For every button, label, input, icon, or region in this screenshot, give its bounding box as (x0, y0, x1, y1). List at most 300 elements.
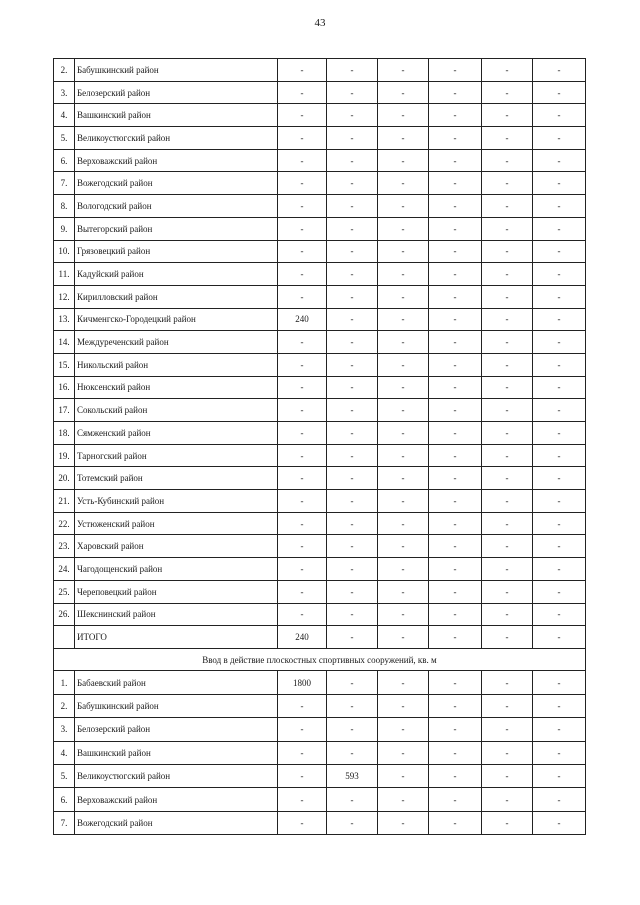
value-cell: - (278, 422, 327, 445)
row-number: 2. (54, 694, 75, 717)
value-cell: - (378, 127, 429, 150)
value-cell: - (429, 603, 482, 626)
value-cell: - (482, 671, 533, 694)
district-name: Харовский район (75, 535, 278, 558)
value-cell: - (278, 240, 327, 263)
value-cell: - (482, 788, 533, 811)
value-cell: - (378, 81, 429, 104)
table-row (54, 558, 586, 581)
table-row (54, 104, 586, 127)
section-header-row (54, 648, 586, 671)
value-cell: - (533, 764, 586, 787)
value-cell: - (327, 104, 378, 127)
value-cell: - (482, 512, 533, 535)
table-row (54, 331, 586, 354)
table-row (54, 490, 586, 513)
value-cell: - (327, 217, 378, 240)
value-cell: - (378, 580, 429, 603)
value-cell: - (429, 195, 482, 218)
value-cell: - (429, 788, 482, 811)
district-name: Сямженский район (75, 422, 278, 445)
row-number: 22. (54, 512, 75, 535)
district-name: Великоустюгский район (75, 127, 278, 150)
row-number: 2. (54, 59, 75, 82)
value-cell: - (429, 580, 482, 603)
value-cell: - (482, 285, 533, 308)
value-cell: - (533, 558, 586, 581)
value-cell: - (278, 399, 327, 422)
value-cell: - (533, 718, 586, 741)
value-cell: - (327, 81, 378, 104)
district-name: Великоустюгский район (75, 764, 278, 787)
value-cell: - (533, 331, 586, 354)
value-cell: 240 (278, 308, 327, 331)
value-cell: - (482, 195, 533, 218)
table-row (54, 127, 586, 150)
value-cell: - (533, 376, 586, 399)
value-cell: - (378, 467, 429, 490)
value-cell: - (533, 444, 586, 467)
value-cell: - (482, 694, 533, 717)
value-cell: - (278, 603, 327, 626)
value-cell: - (533, 580, 586, 603)
value-cell: - (327, 285, 378, 308)
row-number (54, 626, 75, 649)
value-cell: - (429, 512, 482, 535)
table-row (54, 694, 586, 717)
value-cell: - (278, 217, 327, 240)
value-cell: - (278, 59, 327, 82)
value-cell: - (482, 149, 533, 172)
value-cell: - (327, 422, 378, 445)
value-cell: - (327, 626, 378, 649)
table-body (54, 59, 586, 835)
district-name: Вашкинский район (75, 741, 278, 764)
value-cell: - (533, 149, 586, 172)
row-number: 6. (54, 149, 75, 172)
table-row (54, 580, 586, 603)
value-cell: - (533, 172, 586, 195)
value-cell: - (429, 718, 482, 741)
value-cell: - (533, 671, 586, 694)
value-cell: - (482, 444, 533, 467)
value-cell: - (429, 399, 482, 422)
table-row (54, 195, 586, 218)
value-cell: - (327, 353, 378, 376)
table-row (54, 285, 586, 308)
table-row (54, 718, 586, 741)
value-cell: - (533, 603, 586, 626)
value-cell: - (378, 741, 429, 764)
district-name: Тарногский район (75, 444, 278, 467)
row-number: 8. (54, 195, 75, 218)
value-cell: - (429, 59, 482, 82)
value-cell: - (327, 694, 378, 717)
value-cell: - (378, 217, 429, 240)
value-cell: - (327, 331, 378, 354)
value-cell: - (482, 263, 533, 286)
value-cell: - (378, 331, 429, 354)
value-cell: - (378, 490, 429, 513)
district-table (53, 58, 586, 835)
value-cell: - (327, 263, 378, 286)
district-name: Верховажский район (75, 788, 278, 811)
table-row (54, 811, 586, 834)
row-number: 17. (54, 399, 75, 422)
value-cell: - (327, 195, 378, 218)
value-cell: - (327, 490, 378, 513)
value-cell: - (278, 580, 327, 603)
value-cell: - (378, 788, 429, 811)
value-cell: - (533, 127, 586, 150)
value-cell: - (378, 399, 429, 422)
value-cell: - (429, 741, 482, 764)
value-cell: - (429, 353, 482, 376)
value-cell: - (378, 104, 429, 127)
value-cell: - (429, 331, 482, 354)
row-number: 1. (54, 671, 75, 694)
value-cell: - (327, 603, 378, 626)
row-number: 11. (54, 263, 75, 286)
value-cell: - (278, 694, 327, 717)
row-number: 9. (54, 217, 75, 240)
value-cell: - (327, 444, 378, 467)
row-number: 19. (54, 444, 75, 467)
value-cell: - (378, 376, 429, 399)
value-cell: - (327, 127, 378, 150)
district-name: Белозерский район (75, 718, 278, 741)
value-cell: - (278, 764, 327, 787)
district-name: Междуреченский район (75, 331, 278, 354)
table-row (54, 467, 586, 490)
value-cell: - (327, 788, 378, 811)
district-name: Сокольский район (75, 399, 278, 422)
value-cell: - (327, 59, 378, 82)
district-name: Верховажский район (75, 149, 278, 172)
value-cell: - (378, 512, 429, 535)
value-cell: - (482, 399, 533, 422)
value-cell: - (533, 217, 586, 240)
row-number: 7. (54, 172, 75, 195)
value-cell: - (482, 217, 533, 240)
row-number: 18. (54, 422, 75, 445)
value-cell: - (278, 127, 327, 150)
value-cell: - (429, 422, 482, 445)
value-cell: - (533, 512, 586, 535)
value-cell: - (482, 104, 533, 127)
value-cell: - (429, 671, 482, 694)
value-cell: - (533, 104, 586, 127)
row-number: 3. (54, 81, 75, 104)
value-cell: - (327, 149, 378, 172)
value-cell: - (533, 535, 586, 558)
value-cell: - (378, 811, 429, 834)
value-cell: - (378, 535, 429, 558)
value-cell: - (482, 490, 533, 513)
table-row (54, 399, 586, 422)
district-name: ИТОГО (75, 626, 278, 649)
value-cell: - (533, 694, 586, 717)
value-cell: - (327, 580, 378, 603)
value-cell: - (378, 626, 429, 649)
district-name: Вологодский район (75, 195, 278, 218)
row-number: 5. (54, 764, 75, 787)
value-cell: - (429, 308, 482, 331)
value-cell: - (482, 535, 533, 558)
table-row (54, 81, 586, 104)
row-number: 23. (54, 535, 75, 558)
value-cell: - (429, 694, 482, 717)
value-cell: - (278, 172, 327, 195)
value-cell: - (533, 353, 586, 376)
value-cell: - (429, 263, 482, 286)
value-cell: - (429, 535, 482, 558)
value-cell: - (429, 172, 482, 195)
value-cell: - (482, 331, 533, 354)
value-cell: - (327, 718, 378, 741)
value-cell: - (429, 217, 482, 240)
value-cell: - (482, 240, 533, 263)
value-cell: 593 (327, 764, 378, 787)
value-cell: - (429, 444, 482, 467)
value-cell: - (378, 671, 429, 694)
value-cell: - (327, 240, 378, 263)
table-row (54, 444, 586, 467)
value-cell: - (327, 467, 378, 490)
page-number: 43 (314, 17, 326, 29)
row-number: 26. (54, 603, 75, 626)
district-name: Тотемский район (75, 467, 278, 490)
value-cell: - (278, 490, 327, 513)
value-cell: - (429, 81, 482, 104)
table-row (54, 376, 586, 399)
row-number: 21. (54, 490, 75, 513)
value-cell: - (533, 399, 586, 422)
value-cell: - (482, 81, 533, 104)
value-cell: - (533, 308, 586, 331)
table-row (54, 671, 586, 694)
value-cell: - (278, 558, 327, 581)
row-number: 20. (54, 467, 75, 490)
value-cell: - (533, 490, 586, 513)
table-row (54, 308, 586, 331)
value-cell: - (482, 127, 533, 150)
value-cell: - (533, 59, 586, 82)
value-cell: - (533, 285, 586, 308)
value-cell: - (482, 308, 533, 331)
value-cell: - (533, 788, 586, 811)
value-cell: - (327, 558, 378, 581)
table-row (54, 217, 586, 240)
value-cell: - (327, 512, 378, 535)
value-cell: - (278, 512, 327, 535)
district-name: Кирилловский район (75, 285, 278, 308)
value-cell: - (482, 764, 533, 787)
value-cell: - (278, 741, 327, 764)
table-row (54, 764, 586, 787)
value-cell: - (378, 422, 429, 445)
value-cell: - (378, 558, 429, 581)
row-number: 14. (54, 331, 75, 354)
table-row (54, 149, 586, 172)
row-number: 5. (54, 127, 75, 150)
value-cell: - (278, 718, 327, 741)
value-cell: - (278, 149, 327, 172)
district-name: Бабушкинский район (75, 59, 278, 82)
value-cell: - (429, 626, 482, 649)
district-name: Нюксенский район (75, 376, 278, 399)
value-cell: - (378, 718, 429, 741)
district-name: Грязовецкий район (75, 240, 278, 263)
row-number: 6. (54, 788, 75, 811)
row-number: 3. (54, 718, 75, 741)
district-name: Усть-Кубинский район (75, 490, 278, 513)
value-cell: - (482, 376, 533, 399)
value-cell: - (278, 353, 327, 376)
value-cell: - (533, 626, 586, 649)
value-cell: - (378, 172, 429, 195)
value-cell: - (533, 263, 586, 286)
district-name: Вожегодский район (75, 172, 278, 195)
district-name: Кичменгско-Городецкий район (75, 308, 278, 331)
value-cell: 1800 (278, 671, 327, 694)
table-row (54, 240, 586, 263)
value-cell: - (482, 558, 533, 581)
row-number: 12. (54, 285, 75, 308)
value-cell: - (278, 535, 327, 558)
value-cell: - (327, 399, 378, 422)
value-cell: - (533, 195, 586, 218)
value-cell: - (482, 718, 533, 741)
row-number: 4. (54, 741, 75, 764)
district-name: Кадуйский район (75, 263, 278, 286)
district-name: Череповецкий район (75, 580, 278, 603)
table-row (54, 59, 586, 82)
value-cell: 240 (278, 626, 327, 649)
row-number: 24. (54, 558, 75, 581)
value-cell: - (429, 467, 482, 490)
value-cell: - (278, 331, 327, 354)
row-number: 25. (54, 580, 75, 603)
value-cell: - (429, 376, 482, 399)
value-cell: - (378, 308, 429, 331)
row-number: 10. (54, 240, 75, 263)
value-cell: - (327, 376, 378, 399)
value-cell: - (429, 127, 482, 150)
district-name: Чагодощенский район (75, 558, 278, 581)
value-cell: - (429, 811, 482, 834)
value-cell: - (482, 811, 533, 834)
value-cell: - (378, 694, 429, 717)
value-cell: - (429, 285, 482, 308)
value-cell: - (278, 444, 327, 467)
value-cell: - (378, 263, 429, 286)
value-cell: - (482, 59, 533, 82)
section-title: Ввод в действие плоскостных спортивных сооружений, кв. м (54, 648, 586, 671)
value-cell: - (482, 353, 533, 376)
table-row (54, 353, 586, 376)
value-cell: - (533, 811, 586, 834)
value-cell: - (482, 467, 533, 490)
district-name: Устюженский район (75, 512, 278, 535)
district-name: Белозерский район (75, 81, 278, 104)
row-number: 7. (54, 811, 75, 834)
value-cell: - (429, 490, 482, 513)
value-cell: - (327, 535, 378, 558)
table-row (54, 535, 586, 558)
district-name: Вытегорский район (75, 217, 278, 240)
value-cell: - (482, 626, 533, 649)
value-cell: - (429, 104, 482, 127)
value-cell: - (378, 149, 429, 172)
value-cell: - (278, 104, 327, 127)
value-cell: - (533, 741, 586, 764)
value-cell: - (278, 467, 327, 490)
value-cell: - (378, 285, 429, 308)
district-name: Никольский район (75, 353, 278, 376)
value-cell: - (327, 741, 378, 764)
value-cell: - (429, 764, 482, 787)
value-cell: - (327, 172, 378, 195)
value-cell: - (378, 240, 429, 263)
value-cell: - (278, 81, 327, 104)
district-name: Вожегодский район (75, 811, 278, 834)
value-cell: - (533, 81, 586, 104)
value-cell: - (482, 422, 533, 445)
value-cell: - (482, 580, 533, 603)
value-cell: - (378, 764, 429, 787)
value-cell: - (278, 263, 327, 286)
table-row (54, 263, 586, 286)
table-row (54, 788, 586, 811)
value-cell: - (533, 240, 586, 263)
table-row (54, 603, 586, 626)
table-row (54, 512, 586, 535)
value-cell: - (378, 603, 429, 626)
value-cell: - (429, 240, 482, 263)
table-row (54, 626, 586, 649)
district-name: Вашкинский район (75, 104, 278, 127)
table-row (54, 172, 586, 195)
district-name: Бабушкинский район (75, 694, 278, 717)
value-cell: - (278, 195, 327, 218)
district-name: Бабаевский район (75, 671, 278, 694)
value-cell: - (378, 195, 429, 218)
row-number: 15. (54, 353, 75, 376)
value-cell: - (378, 444, 429, 467)
district-name: Шекснинский район (75, 603, 278, 626)
value-cell: - (482, 172, 533, 195)
value-cell: - (278, 788, 327, 811)
value-cell: - (429, 149, 482, 172)
value-cell: - (278, 376, 327, 399)
value-cell: - (482, 603, 533, 626)
row-number: 16. (54, 376, 75, 399)
value-cell: - (482, 741, 533, 764)
row-number: 4. (54, 104, 75, 127)
value-cell: - (327, 811, 378, 834)
value-cell: - (327, 671, 378, 694)
table-row (54, 422, 586, 445)
value-cell: - (378, 353, 429, 376)
value-cell: - (327, 308, 378, 331)
table-row (54, 741, 586, 764)
value-cell: - (278, 285, 327, 308)
value-cell: - (378, 59, 429, 82)
value-cell: - (533, 422, 586, 445)
value-cell: - (533, 467, 586, 490)
value-cell: - (429, 558, 482, 581)
